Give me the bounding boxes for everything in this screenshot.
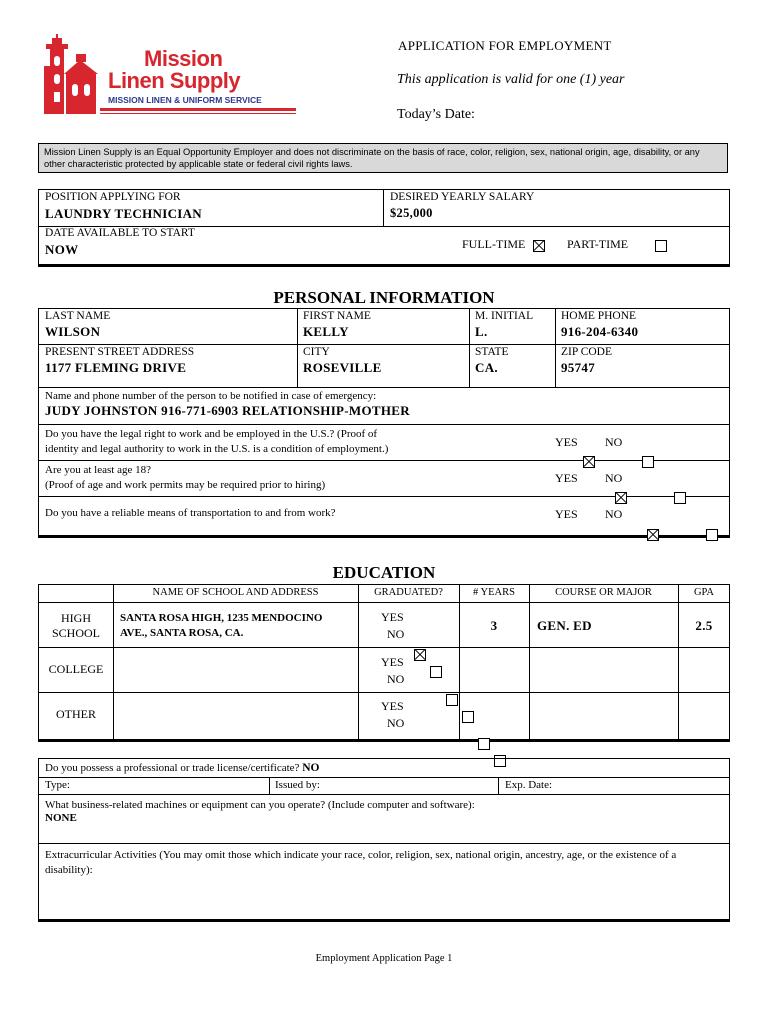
home-phone-value[interactable]: 916-204-6340 <box>561 324 639 339</box>
license-exp-label: Exp. Date: <box>505 779 553 791</box>
parttime-label: PART-TIME <box>567 237 629 251</box>
last-name-value[interactable]: WILSON <box>45 324 101 339</box>
validity-note: This application is valid for one (1) year <box>397 72 625 87</box>
page-footer: Employment Application Page 1 <box>315 953 453 964</box>
middle-initial-value[interactable]: L. <box>475 324 488 339</box>
q3-no-label: NO <box>605 507 623 521</box>
license-question-text: Do you possess a professional or trade license/certificate? <box>45 762 300 774</box>
edu-hs-years[interactable]: 3 <box>490 618 498 633</box>
logo-text-mission: Mission <box>144 46 223 71</box>
question-transportation: Do you have a reliable means of transportation to and from work? <box>45 507 336 519</box>
edu-hs-no-label: NO <box>387 627 405 641</box>
q1-yes-label: YES <box>555 435 578 449</box>
license-answer[interactable]: NO <box>302 762 320 774</box>
state-value[interactable]: CA. <box>475 360 498 375</box>
q1-yes-checkbox[interactable] <box>583 456 595 468</box>
mission-bell-tower-icon <box>40 34 100 120</box>
q2-yes-checkbox[interactable] <box>615 492 627 504</box>
personal-info-title: PERSONAL INFORMATION <box>273 288 495 307</box>
form-title: APPLICATION FOR EMPLOYMENT <box>398 38 612 53</box>
eeo-notice: Mission Linen Supply is an Equal Opportunity Employer and does not discriminate on the basis of race, color, religion, sex, national origin, age, disability, or any other characteristic protected by applicable state or federal civil rights laws. <box>38 143 728 173</box>
edu-header-graduated: GRADUATED? <box>374 587 443 598</box>
q3-yes-label: YES <box>555 507 578 521</box>
edu-level-high-school: HIGH SCHOOL <box>51 611 100 640</box>
salary-label: DESIRED YEARLY SALARY <box>390 191 535 203</box>
fulltime-label: FULL-TIME <box>462 237 526 251</box>
question-age-line1: Are you at least age 18? <box>45 464 151 476</box>
edu-high-school-name[interactable]: SANTA ROSA HIGH, 1235 MENDOCINO AVE., SANTA ROSA, CA. <box>120 612 323 639</box>
edu-other-yes-checkbox[interactable] <box>478 738 490 750</box>
home-phone-label: HOME PHONE <box>561 310 637 322</box>
first-name-label: FIRST NAME <box>303 310 371 322</box>
edu-level-other: OTHER <box>56 707 96 721</box>
start-date-label: DATE AVAILABLE TO START <box>45 227 195 239</box>
logo-underline-2 <box>100 113 296 114</box>
city-label: CITY <box>303 346 330 358</box>
first-name-value[interactable]: KELLY <box>303 324 349 339</box>
city-value[interactable]: ROSEVILLE <box>303 360 382 375</box>
logo-text-linen-supply: Linen Supply <box>108 68 241 93</box>
edu-level-college: COLLEGE <box>48 662 104 676</box>
edu-header-years: # YEARS <box>473 587 515 598</box>
last-name-label: LAST NAME <box>45 310 111 322</box>
license-question <box>45 762 319 774</box>
edu-college-no-label: NO <box>387 672 405 686</box>
emergency-contact-value[interactable]: JUDY JOHNSTON 916-771-6903 RELATIONSHIP-MOTHER <box>45 403 410 418</box>
q2-no-checkbox[interactable] <box>674 492 686 504</box>
extracurricular-label: Extracurricular Activities (You may omit those which indicate your race, color, religion, sex, national origin, ancestry, age, or the existence of a disability): <box>45 849 677 876</box>
machines-label: What business-related machines or equipment can you operate? (Include computer and software): <box>45 799 475 811</box>
q1-no-label: NO <box>605 435 623 449</box>
machines-value[interactable]: NONE <box>45 812 77 824</box>
edu-header-gpa: GPA <box>693 587 715 598</box>
edu-college-yes-checkbox[interactable] <box>446 694 458 706</box>
q3-no-checkbox[interactable] <box>706 529 718 541</box>
edu-other-yes-label: YES <box>381 699 404 713</box>
edu-hs-course[interactable]: GEN. ED <box>537 618 592 633</box>
license-issued-label: Issued by: <box>275 779 320 791</box>
position-value[interactable]: LAUNDRY TECHNICIAN <box>45 206 202 221</box>
salary-value[interactable]: $25,000 <box>390 206 433 220</box>
question-legal-right-line1: Do you have the legal right to work and be employed in the U.S.? (Proof of <box>45 428 378 440</box>
edu-college-no-checkbox[interactable] <box>462 711 474 723</box>
question-age-line2: (Proof of age and work permits may be required prior to hiring) <box>45 479 326 491</box>
address-value[interactable]: 1177 FLEMING DRIVE <box>45 360 187 375</box>
edu-hs-yes-checkbox[interactable] <box>414 649 426 661</box>
edu-other-no-label: NO <box>387 716 405 730</box>
question-legal-right-line2: identity and legal authority to work in the U.S. is a condition of employment.) <box>45 443 389 455</box>
edu-header-school: NAME OF SCHOOL AND ADDRESS <box>152 587 319 598</box>
company-logo <box>40 34 300 124</box>
parttime-checkbox[interactable] <box>655 240 667 252</box>
education-title: EDUCATION <box>332 563 436 582</box>
logo-tagline: MISSION LINEN & UNIFORM SERVICE <box>108 95 262 105</box>
start-date-value[interactable]: NOW <box>45 242 79 257</box>
zip-value[interactable]: 95747 <box>561 360 595 375</box>
q2-no-label: NO <box>605 471 623 485</box>
edu-hs-no-checkbox[interactable] <box>430 666 442 678</box>
state-label: STATE <box>475 346 509 358</box>
todays-date-label: Today’s Date: <box>397 107 475 122</box>
edu-college-yes-label: YES <box>381 655 404 669</box>
zip-label: ZIP CODE <box>561 346 613 358</box>
q3-yes-checkbox[interactable] <box>647 529 659 541</box>
license-type-label: Type: <box>45 779 70 791</box>
logo-underline <box>100 108 296 111</box>
edu-hs-yes-label: YES <box>381 610 404 624</box>
middle-initial-label: M. INITIAL <box>475 310 534 322</box>
q1-no-checkbox[interactable] <box>642 456 654 468</box>
address-label: PRESENT STREET ADDRESS <box>45 346 195 358</box>
position-label: POSITION APPLYING FOR <box>45 191 181 203</box>
edu-hs-gpa[interactable]: 2.5 <box>695 618 713 633</box>
edu-header-course: COURSE OR MAJOR <box>555 587 652 598</box>
fulltime-checkbox[interactable] <box>533 240 545 252</box>
q2-yes-label: YES <box>555 471 578 485</box>
emergency-contact-label: Name and phone number of the person to be notified in case of emergency: <box>45 390 377 402</box>
